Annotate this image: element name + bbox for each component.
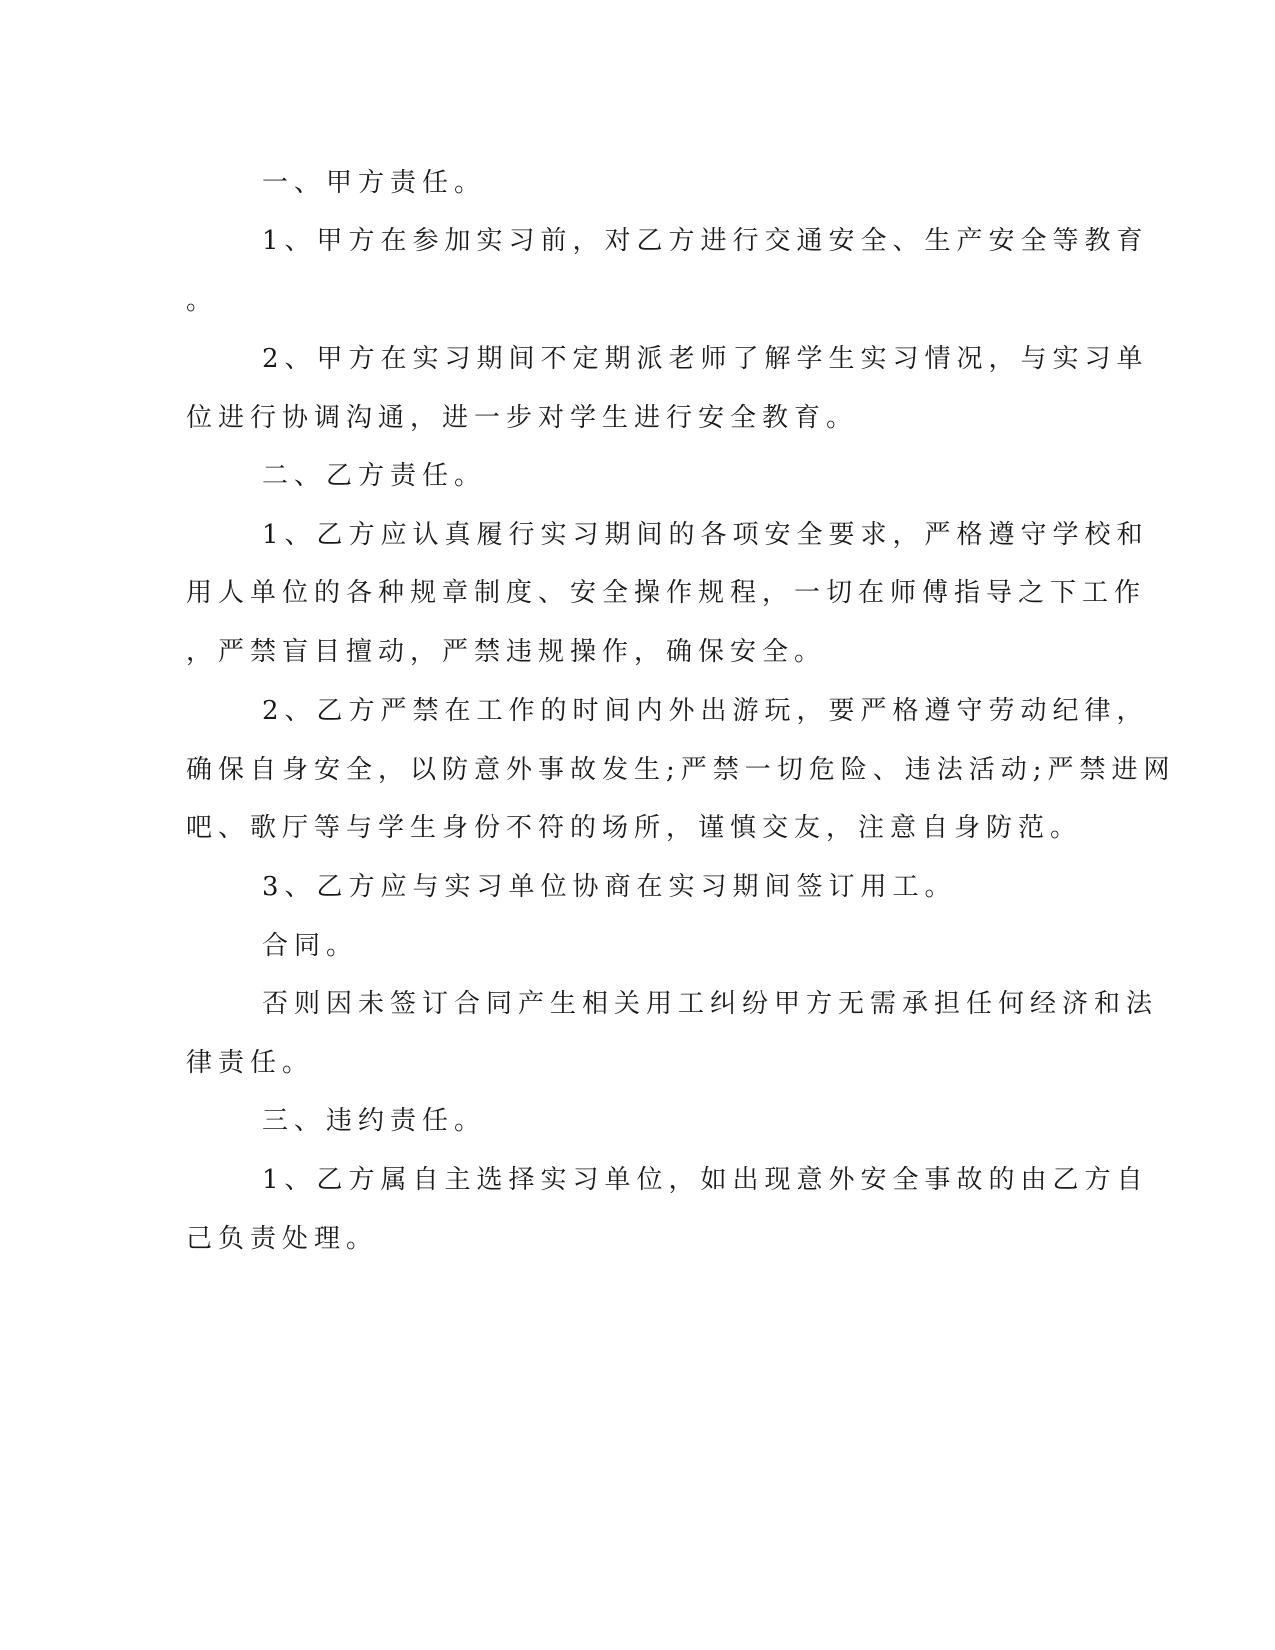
paragraph-line: 合同。 (262, 931, 359, 961)
paragraph-line: 1、甲方在参加实习前，对乙方进行交通安全、生产安全等教育 (262, 226, 1149, 256)
paragraph-line: 律责任。 (186, 1048, 315, 1078)
paragraph-line: 吧、歌厅等与学生身份不符的场所，谨慎交友，注意自身防范。 (186, 813, 1083, 843)
section-heading-breach: 三、违约责任。 (262, 1106, 487, 1136)
paragraph-line: 用人单位的各种规章制度、安全操作规程，一切在师傅指导之下工作 (186, 578, 1147, 608)
paragraph-line: 1、乙方属自主选择实习单位，如出现意外安全事故的由乙方自 (262, 1165, 1149, 1195)
paragraph-line: 。 (186, 286, 219, 316)
paragraph-line: 1、乙方应认真履行实习期间的各项安全要求，严格遵守学校和 (262, 520, 1149, 550)
paragraph-line: 己负责处理。 (186, 1224, 379, 1254)
section-heading-party-a: 一、甲方责任。 (262, 168, 487, 198)
paragraph-line: 3、乙方应与实习单位协商在实习期间签订用工。 (262, 872, 957, 902)
paragraph-line: 确保自身安全，以防意外事故发生;严禁一切危险、违法活动;严禁进网 (186, 755, 1176, 785)
paragraph-line: 位进行协调沟通，进一步对学生进行安全教育。 (186, 403, 859, 433)
paragraph-line: ，严禁盲目擅动，严禁违规操作，确保安全。 (186, 637, 827, 667)
paragraph-line: 否则因未签订合同产生相关用工纠纷甲方无需承担任何经济和法 (262, 989, 1159, 1019)
section-heading-party-b: 二、乙方责任。 (262, 461, 487, 491)
paragraph-line: 2、乙方严禁在工作的时间内外出游玩，要严格遵守劳动纪律， (262, 696, 1149, 726)
paragraph-line: 2、甲方在实习期间不定期派老师了解学生实习情况，与实习单 (262, 344, 1149, 374)
